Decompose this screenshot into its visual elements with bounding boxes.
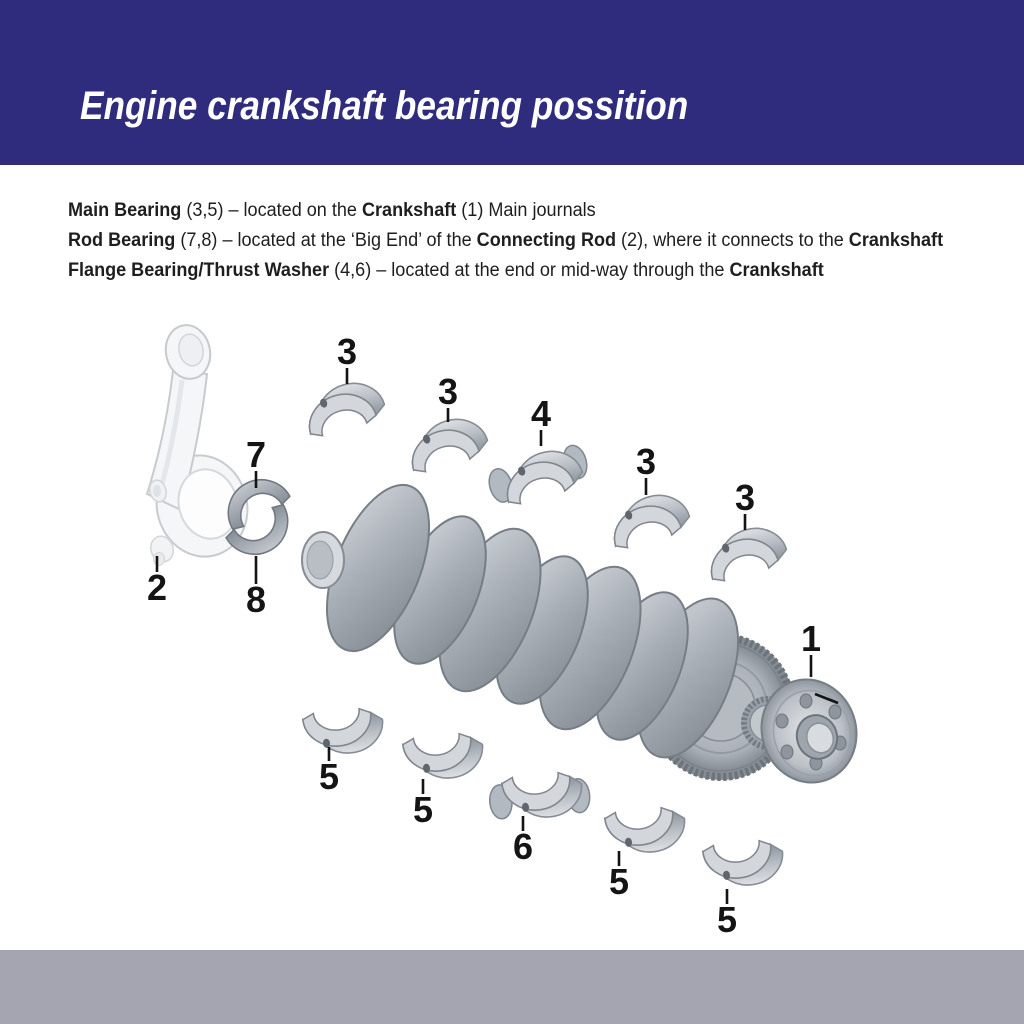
part-label-4: 4	[530, 393, 552, 434]
part-label-3d: 3	[734, 477, 756, 518]
crankshaft-front-journal-face	[307, 541, 333, 579]
term-bold: Crankshaft	[848, 230, 944, 251]
footer-bar	[0, 950, 1024, 1024]
crankshaft-illustration	[302, 471, 870, 795]
connecting-rod-illustration	[145, 321, 258, 567]
part-label-1: 1	[800, 618, 822, 659]
main-bearing-lower-shell	[402, 731, 485, 782]
text-run: (3,5) – located on the	[181, 200, 362, 221]
part-label-2: 2	[146, 567, 168, 608]
term-bold: Crankshaft	[361, 200, 457, 221]
text-run: (1) Main journals	[456, 200, 596, 221]
part-label-3b: 3	[437, 371, 459, 412]
text-run: (4,6) – located at the end or mid-way through the	[329, 260, 730, 281]
main-bearing-upper-shell	[605, 488, 693, 551]
part-label-6: 6	[512, 826, 534, 867]
term-bold: Connecting Rod	[476, 230, 617, 251]
main-bearing-upper-shell	[702, 521, 790, 584]
part-label-5b: 5	[412, 789, 434, 830]
main-bearing-lower-shell	[604, 805, 687, 856]
part-label-5a: 5	[318, 756, 340, 797]
main-bearing-lower-shell	[302, 706, 385, 757]
part-label-8: 8	[245, 579, 267, 620]
part-label-5d: 5	[716, 899, 738, 940]
main-bearing-upper-shell	[300, 376, 388, 439]
text-run: (2), where it connects to the	[616, 230, 849, 251]
text-run: (7,8) – located at the ‘Big End’ of the	[175, 230, 477, 251]
flange-bearing-upper	[485, 442, 593, 511]
term-bold: Main Bearing	[68, 200, 182, 221]
part-label-3a: 3	[336, 331, 358, 372]
part-label-5c: 5	[608, 861, 630, 902]
part-label-7: 7	[245, 434, 267, 475]
part-label-3c: 3	[635, 441, 657, 482]
term-bold: Flange Bearing/Thrust Washer	[68, 260, 330, 281]
page-title: Engine crankshaft bearing possition	[80, 84, 689, 128]
term-bold: Crankshaft	[729, 260, 824, 281]
term-bold: Rod Bearing	[68, 230, 176, 251]
main-bearing-lower-shell	[702, 838, 785, 889]
flange-bearing-lower	[487, 770, 591, 823]
